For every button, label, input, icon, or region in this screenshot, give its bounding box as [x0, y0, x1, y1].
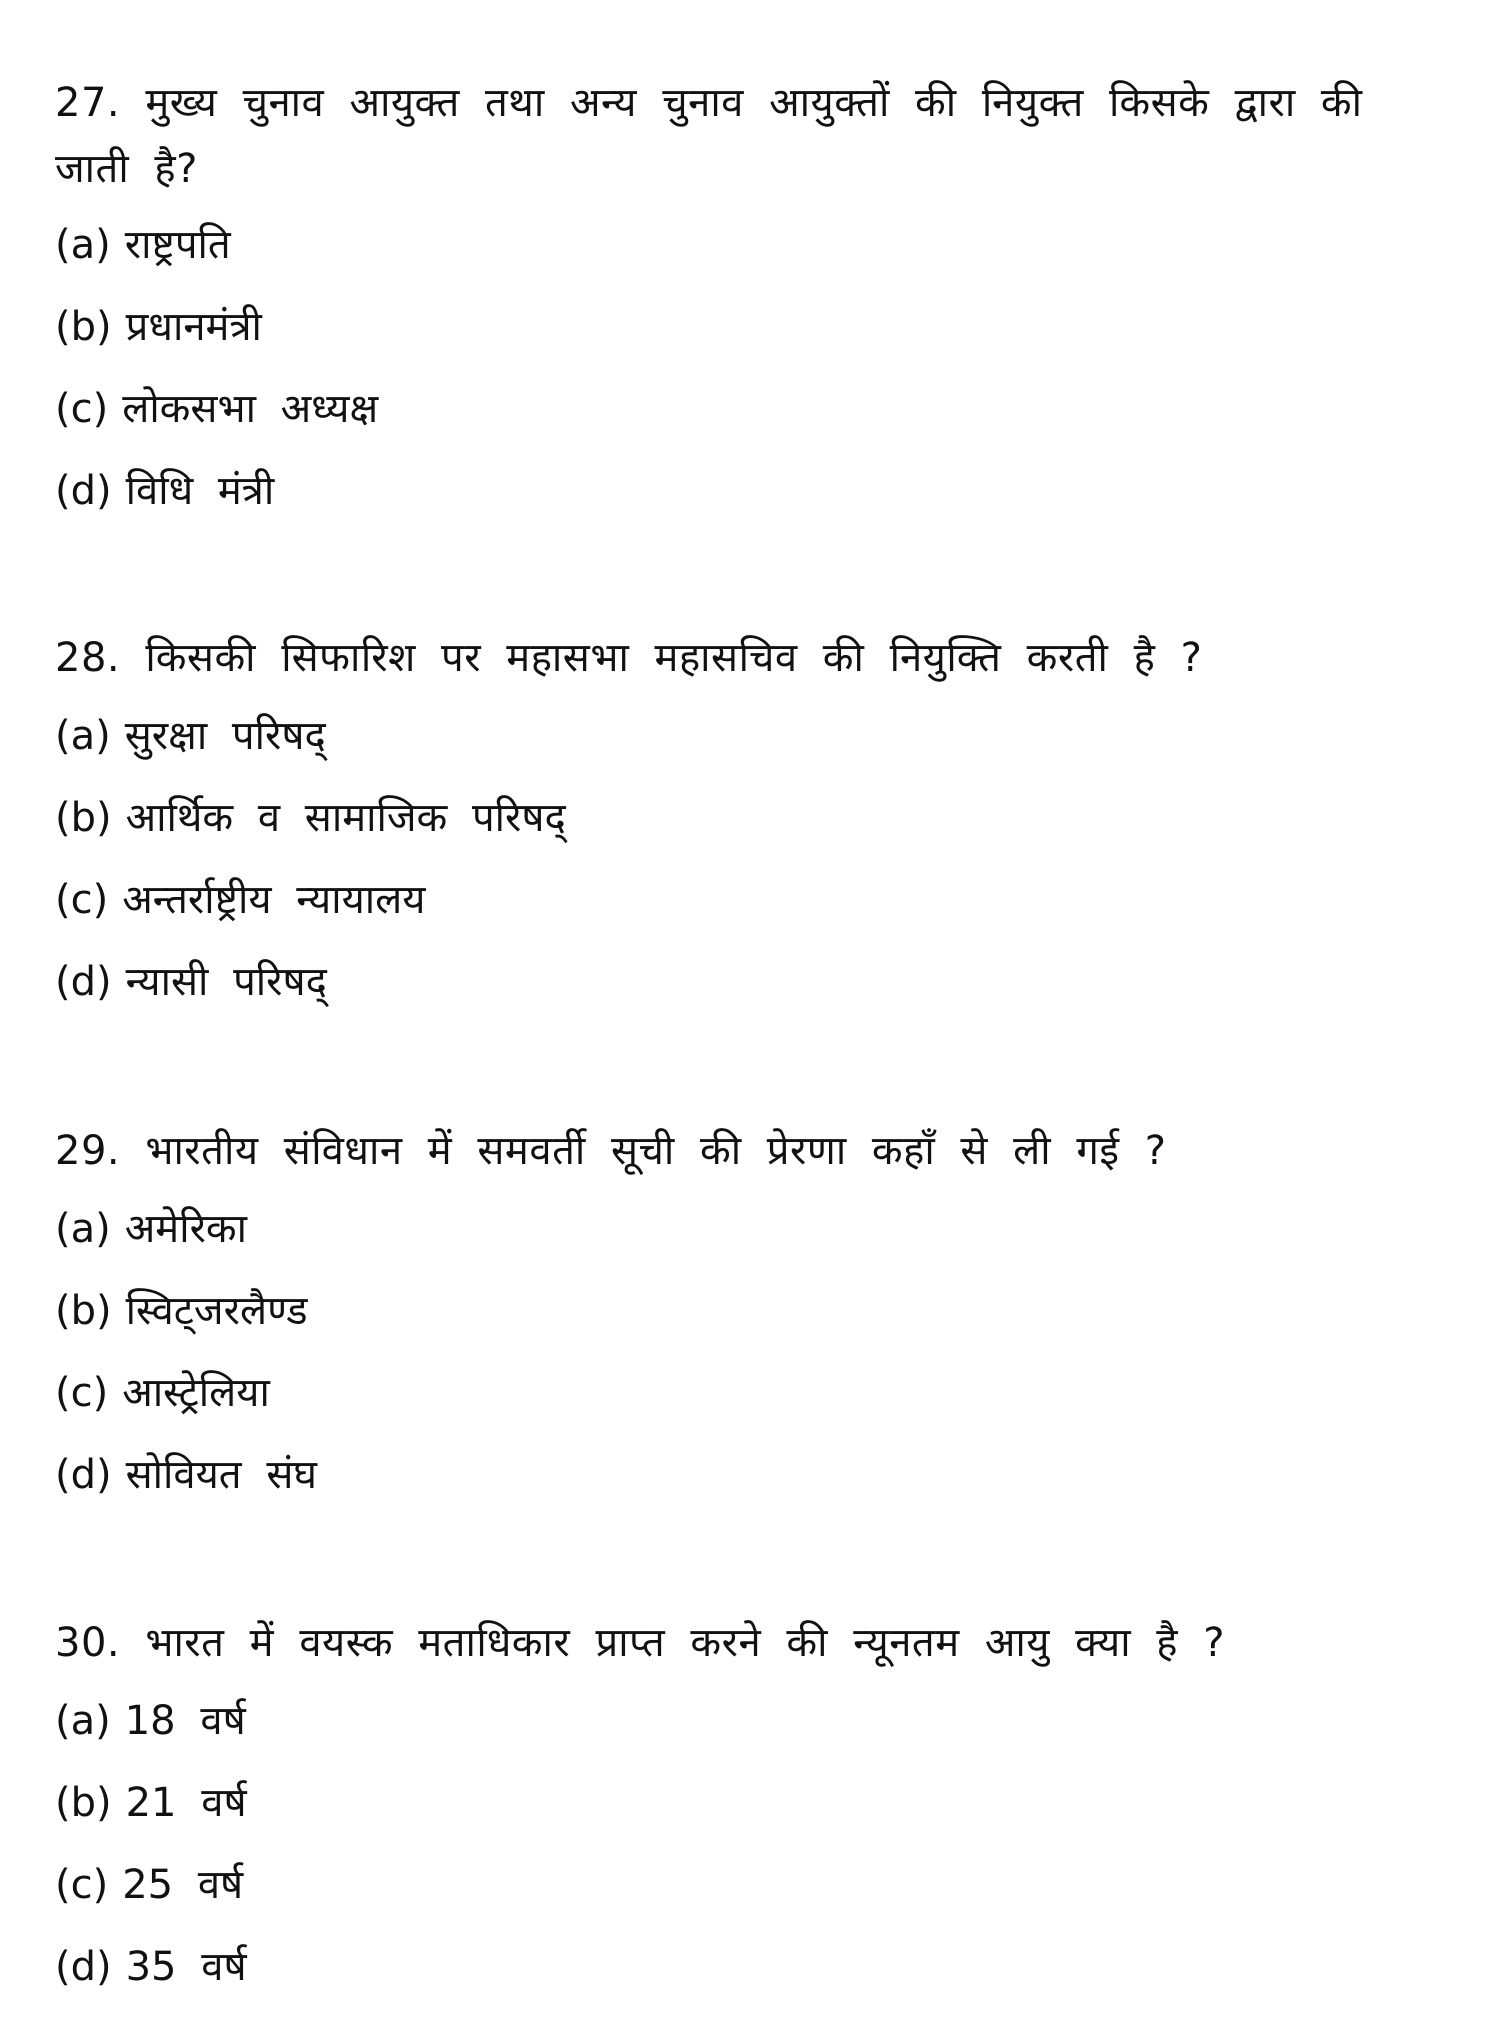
option-text: 21 वर्ष	[125, 1780, 247, 1826]
option-letter: (d)	[55, 468, 112, 514]
option-text: आस्ट्रेलिया	[122, 1370, 270, 1416]
option-text: लोकसभा अध्यक्ष	[122, 386, 379, 432]
option-letter: (b)	[55, 1780, 112, 1826]
option-text: अमेरिका	[124, 1206, 248, 1252]
option-a	[55, 1188, 1455, 1270]
question-text: 30. भारत में वयस्क मताधिकार प्राप्त करने की न्यूनतम आयु क्या है ?	[55, 1620, 1225, 1666]
option-letter: (d)	[55, 1452, 112, 1498]
option-a	[55, 1680, 1455, 1762]
option-letter: (b)	[55, 795, 112, 841]
option-text: 25 वर्ष	[122, 1862, 244, 1908]
option-letter: (a)	[55, 713, 111, 759]
option-list	[55, 204, 1455, 532]
option-letter: (c)	[55, 877, 109, 923]
option-letter: (a)	[55, 222, 111, 268]
question-text: 27. मुख्य चुनाव आयुक्त तथा अन्य चुनाव आयुक्तों की नियुक्त किसके द्वारा की जाती है?	[55, 80, 1363, 192]
option-b	[55, 1762, 1455, 1844]
option-letter: (c)	[55, 1862, 109, 1908]
option-letter: (c)	[55, 1370, 109, 1416]
option-list	[55, 695, 1455, 1023]
option-text: आर्थिक व सामाजिक परिषद्	[125, 795, 566, 841]
option-d	[55, 1926, 1455, 2008]
question-text: 29. भारतीय संविधान में समवर्ती सूची की प्रेरणा कहाँ से ली गई ?	[55, 1128, 1167, 1174]
option-text: सोवियत संघ	[125, 1452, 318, 1498]
option-letter: (c)	[55, 386, 109, 432]
option-a	[55, 204, 1455, 286]
question-29	[55, 1118, 1455, 1516]
option-list	[55, 1680, 1455, 2008]
question-28	[55, 625, 1455, 1023]
option-text: अन्तर्राष्ट्रीय न्यायालय	[122, 877, 426, 923]
option-b	[55, 777, 1455, 859]
option-text: 35 वर्ष	[125, 1944, 247, 1990]
option-d	[55, 1434, 1455, 1516]
option-text: स्विट्जरलैण्ड	[125, 1288, 308, 1334]
option-a	[55, 695, 1455, 777]
option-text: विधि मंत्री	[125, 468, 275, 514]
question-27	[55, 70, 1455, 532]
option-c	[55, 859, 1455, 941]
option-letter: (b)	[55, 304, 112, 350]
option-text: न्यासी परिषद्	[125, 959, 327, 1005]
option-b	[55, 1270, 1455, 1352]
question-text: 28. किसकी सिफारिश पर महासभा महासचिव की नियुक्ति करती है ?	[55, 635, 1203, 681]
option-letter: (b)	[55, 1288, 112, 1334]
option-letter: (d)	[55, 1944, 112, 1990]
option-letter: (a)	[55, 1206, 111, 1252]
option-d	[55, 941, 1455, 1023]
option-d	[55, 450, 1455, 532]
option-text: प्रधानमंत्री	[125, 304, 262, 350]
option-b	[55, 286, 1455, 368]
option-c	[55, 1844, 1455, 1926]
option-letter: (d)	[55, 959, 112, 1005]
option-c	[55, 368, 1455, 450]
option-c	[55, 1352, 1455, 1434]
option-list	[55, 1188, 1455, 1516]
question-30	[55, 1610, 1455, 2008]
option-text: 18 वर्ष	[124, 1698, 246, 1744]
option-text: सुरक्षा परिषद्	[124, 713, 326, 759]
option-text: राष्ट्रपति	[124, 222, 231, 268]
option-letter: (a)	[55, 1698, 111, 1744]
